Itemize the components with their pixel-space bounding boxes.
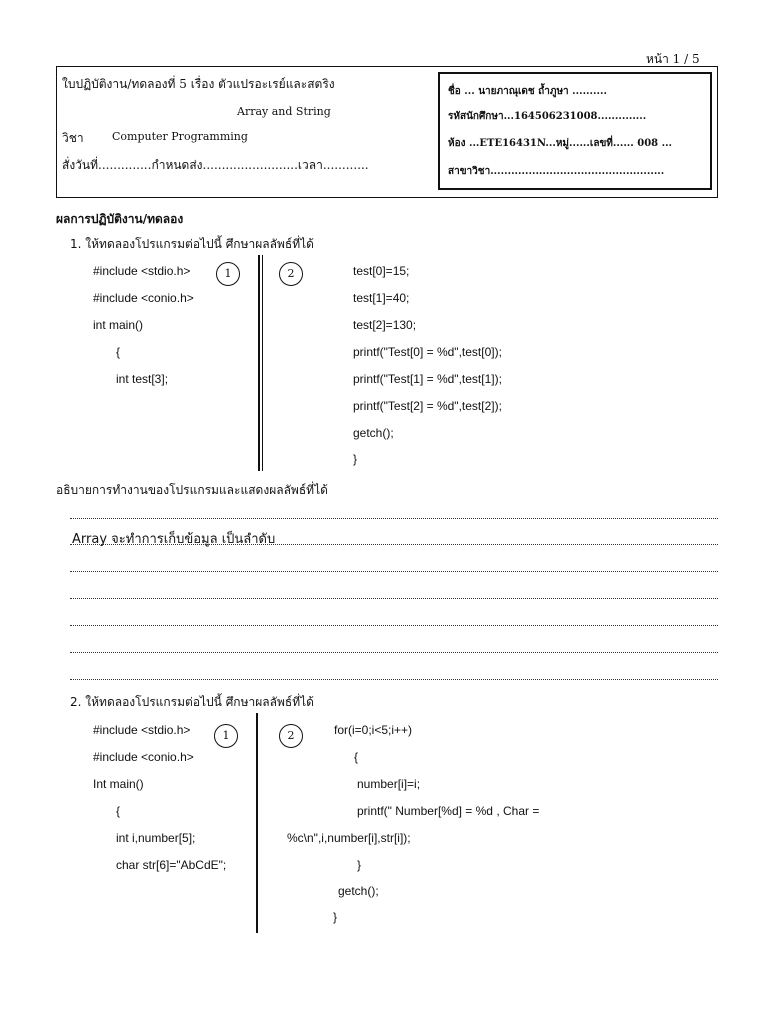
answer-line: [70, 625, 718, 626]
q2-code-line: #include <conio.h>: [93, 750, 194, 764]
q1-divider: [258, 255, 260, 471]
student-name: ชื่อ ... นายภาณุเดช ถ้ำภูษา ..........: [448, 86, 607, 97]
q2-divider: [256, 713, 258, 933]
q2-code-line: char str[6]="AbCdE";: [116, 858, 227, 872]
q1-code-line: getch();: [353, 426, 394, 440]
q2-circle-2: 2: [279, 724, 303, 748]
q1-divider-inner: [262, 255, 263, 471]
subject-label: วิชา: [62, 131, 84, 145]
student-major: สาขาวิชา..................................................: [448, 166, 665, 177]
q1-code-line: {: [116, 345, 121, 359]
q2-code-line: for(i=0;i<5;i++): [334, 723, 413, 737]
q1-code-line: test[2]=130;: [353, 318, 417, 332]
q2-circle-1: 1: [214, 724, 238, 748]
q2-code-line: printf(" Number[%d] = %d , Char =: [357, 804, 540, 818]
q1-code-line: int test[3];: [116, 372, 169, 386]
q1-code-line: }: [353, 452, 358, 466]
subject-name: Computer Programming: [112, 130, 248, 143]
q1-code-line: test[0]=15;: [353, 264, 410, 278]
answer-line: [70, 571, 718, 572]
answer-line: [70, 652, 718, 653]
q2-code-line: }: [333, 910, 338, 924]
q1-circle-2: 2: [279, 262, 303, 286]
answer-line: [70, 598, 718, 599]
q1-code-line: #include <conio.h>: [93, 291, 194, 305]
answer-line: [70, 679, 718, 680]
page-number: หน้า 1 / 5: [646, 52, 700, 66]
q1-prompt: 1. ให้ทดลองโปรแกรมต่อไปนี้ ศึกษาผลลัพธ์ที่ได้: [70, 237, 314, 251]
q1-circle-1: 1: [216, 262, 240, 286]
results-heading: ผลการปฏิบัติงาน/ทดลอง: [56, 212, 184, 226]
student-room: ห้อง ...ETE16431N...หมู่......เลขที่...... 008 ...: [448, 138, 673, 149]
answer-line: [70, 544, 718, 545]
q2-code-line: {: [354, 750, 359, 764]
q1-code-line: printf("Test[2] = %d",test[2]);: [353, 399, 502, 413]
q2-code-line: }: [357, 858, 362, 872]
q1-code-line: #include <stdio.h>: [93, 264, 191, 278]
answer-line: [70, 518, 718, 519]
worksheet-title: ใบปฏิบัติงาน/ทดลองที่ 5 เรื่อง ตัวแปรอะเรย์และสตริง: [62, 77, 335, 91]
q2-code-line: #include <stdio.h>: [93, 723, 191, 737]
q2-code-line: int i,number[5];: [116, 831, 196, 845]
worksheet-subtitle: Array and String: [237, 105, 331, 118]
q2-code-line: %c\n",i,number[i],str[i]);: [287, 831, 411, 845]
order-date-line: สั่งวันที่..............กำหนดส่ง.........................เวลา............: [62, 158, 369, 172]
q1-code-line: printf("Test[1] = %d",test[1]);: [353, 372, 502, 386]
q1-code-line: test[1]=40;: [353, 291, 410, 305]
q1-code-line: printf("Test[0] = %d",test[0]);: [353, 345, 502, 359]
q2-code-line: {: [116, 804, 121, 818]
q2-code-line: Int main(): [93, 777, 144, 791]
student-id: รหัสนักศึกษา...164506231008..............: [448, 111, 647, 122]
q1-answer: Array จะทำการเก็บข้อมูล เป็นลำดับ: [72, 532, 276, 547]
q1-explain-label: อธิบายการทำงานของโปรแกรมและแสดงผลลัพธ์ที่ได้: [56, 483, 328, 497]
q1-code-line: int main(): [93, 318, 144, 332]
q2-code-line: getch();: [338, 884, 379, 898]
q2-code-line: number[i]=i;: [357, 777, 421, 791]
q2-prompt: 2. ให้ทดลองโปรแกรมต่อไปนี้ ศึกษาผลลัพธ์ที่ได้: [70, 695, 314, 709]
